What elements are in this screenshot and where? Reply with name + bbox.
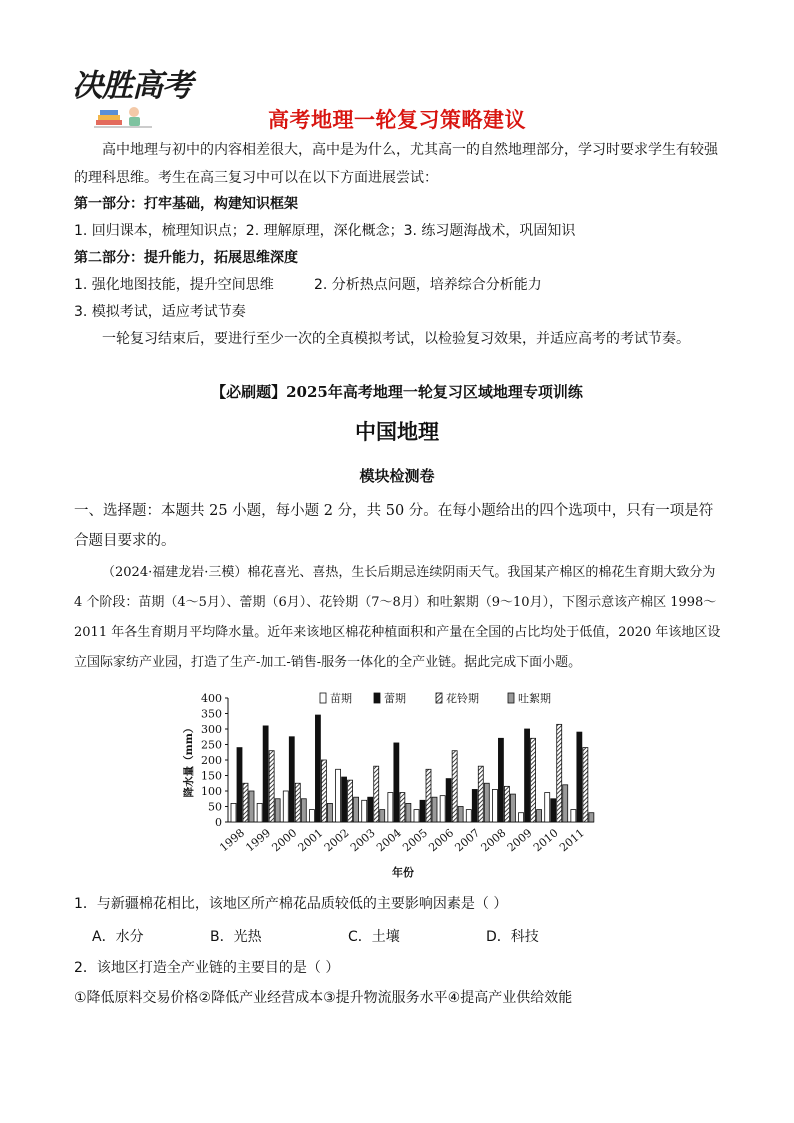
bar-蕾期-2003 bbox=[368, 797, 373, 822]
bar-苗期-2001 bbox=[309, 810, 314, 822]
x-tick-label: 2011 bbox=[557, 826, 587, 855]
subject-title: 中国地理 bbox=[355, 419, 439, 444]
bar-吐絮期-2005 bbox=[432, 797, 437, 822]
logo-text: 决胜高考 bbox=[72, 68, 192, 104]
legend-swatch-花铃期 bbox=[436, 693, 442, 703]
y-tick-label: 100 bbox=[201, 785, 222, 798]
bar-花铃期-1999 bbox=[269, 751, 274, 822]
bar-花铃期-2007 bbox=[478, 766, 483, 822]
bar-苗期-2010 bbox=[545, 793, 550, 822]
closing-paragraph: 一轮复习结束后，要进行至少一次的全真模拟考试，以检验复习效果，并适应高考的考试节奏。 bbox=[102, 331, 690, 347]
bar-苗期-2011 bbox=[571, 810, 576, 822]
bar-蕾期-2008 bbox=[498, 738, 503, 822]
x-tick-label: 2002 bbox=[321, 826, 352, 855]
question-1-option-d[interactable]: D．科技 bbox=[486, 929, 539, 945]
x-tick-label: 2009 bbox=[504, 826, 535, 855]
y-tick-label: 150 bbox=[201, 769, 222, 783]
x-tick-label: 1999 bbox=[243, 826, 274, 855]
y-tick-label: 250 bbox=[201, 738, 222, 752]
y-tick-label: 400 bbox=[201, 692, 222, 705]
y-tick-label: 0 bbox=[215, 816, 222, 829]
bar-吐絮期-2009 bbox=[537, 810, 542, 822]
question-intro: （2024·福建龙岩·三模）棉花喜光、喜热，生长后期忌连续阴雨天气。我国某产棉区的棉花生育期大致分为 4 个阶段：苗期（4～5月）、蕾期（6月）、花铃期（7～8月）和吐絮期（9～10月），下图示意该产棉区 1998～2011 年各生育期月平均降水量。近年来该地区棉花种植面积和产量在全国的占比均处于低值，2020 年该地区设立国际家纺产业园，打造了生产-加工-销售-服务一体化的全产业链。据此完成下面小题。 bbox=[74, 565, 721, 670]
bar-苗期-2000 bbox=[283, 791, 288, 822]
y-tick-label: 350 bbox=[201, 707, 222, 721]
bar-花铃期-2001 bbox=[321, 760, 326, 822]
bar-吐絮期-2006 bbox=[458, 807, 463, 823]
bar-花铃期-2008 bbox=[504, 786, 509, 822]
x-tick-label: 2006 bbox=[426, 826, 457, 855]
x-tick-label: 2005 bbox=[400, 826, 430, 855]
part1-heading: 第一部分：打牢基础，构建知识框架 bbox=[74, 196, 298, 212]
x-tick-label: 2010 bbox=[530, 826, 561, 855]
bar-花铃期-2009 bbox=[531, 738, 536, 822]
bar-蕾期-2007 bbox=[472, 789, 477, 822]
bar-蕾期-2000 bbox=[289, 737, 294, 822]
bar-吐絮期-1999 bbox=[275, 799, 280, 822]
bar-花铃期-2006 bbox=[452, 751, 457, 822]
x-tick-label: 2001 bbox=[295, 826, 326, 855]
part2-item3: 3. 模拟考试，适应考试节奏 bbox=[74, 304, 246, 320]
x-tick-label: 2008 bbox=[478, 826, 509, 855]
part1-items: 1. 回归课本，梳理知识点；2. 理解原理，深化概念；3. 练习题海战术，巩固知识 bbox=[74, 223, 576, 239]
question-1-option-c[interactable]: C．土壤 bbox=[348, 929, 400, 945]
part2-item1: 1. 强化地图技能，提升空间思维 bbox=[74, 277, 274, 293]
question-1-option-b[interactable]: B．光热 bbox=[210, 929, 262, 945]
bar-吐絮期-2000 bbox=[301, 799, 306, 822]
bar-苗期-2002 bbox=[336, 769, 341, 822]
bar-花铃期-2011 bbox=[583, 748, 588, 822]
legend-label-花铃期: 花铃期 bbox=[446, 692, 479, 705]
legend-label-蕾期: 蕾期 bbox=[384, 692, 406, 705]
part2-item2: 2. 分析热点问题，培养综合分析能力 bbox=[314, 277, 542, 293]
bar-吐絮期-2002 bbox=[354, 797, 359, 822]
bar-花铃期-2002 bbox=[348, 780, 353, 822]
part2-heading: 第二部分：提升能力，拓展思维深度 bbox=[74, 250, 298, 266]
y-axis-label: 降水量（mm） bbox=[183, 722, 195, 798]
x-tick-label: 2007 bbox=[452, 826, 483, 855]
bar-苗期-2008 bbox=[492, 789, 497, 822]
section-instructions: 一、选择题：本题共 25 小题，每小题 2 分，共 50 分。在每小题给出的四个选项中，只有一项是符合题目要求的。 bbox=[74, 503, 714, 549]
bar-苗期-2009 bbox=[519, 813, 524, 822]
legend-swatch-苗期 bbox=[320, 693, 326, 703]
bar-蕾期-2002 bbox=[342, 777, 347, 822]
bar-吐絮期-2001 bbox=[327, 803, 332, 822]
intro-paragraph: 高中地理与初中的内容相差很大，高中是为什么，尤其高一的自然地理部分，学习时要求学生有较强的理科思维。考生在高三复习中可以在以下方面进展尝试： bbox=[74, 142, 718, 186]
x-tick-label: 2000 bbox=[269, 826, 300, 855]
bar-苗期-2003 bbox=[362, 800, 367, 822]
precipitation-chart bbox=[172, 686, 612, 886]
x-tick-label: 1998 bbox=[217, 826, 247, 855]
x-tick-label: 2004 bbox=[374, 826, 404, 855]
x-tick-label: 2003 bbox=[347, 826, 378, 855]
bar-蕾期-2001 bbox=[315, 715, 320, 822]
bar-吐絮期-1998 bbox=[249, 791, 254, 822]
x-axis-label: 年份 bbox=[392, 866, 414, 879]
bar-蕾期-2011 bbox=[577, 732, 582, 822]
bar-花铃期-2003 bbox=[374, 766, 379, 822]
bar-蕾期-2005 bbox=[420, 800, 425, 822]
bar-吐絮期-2011 bbox=[589, 813, 594, 822]
question-1-stem: 1．与新疆棉花相比，该地区所产棉花品质较低的主要影响因素是（ ） bbox=[74, 896, 508, 912]
bar-蕾期-1999 bbox=[263, 726, 268, 822]
legend-label-吐絮期: 吐絮期 bbox=[518, 692, 551, 705]
legend-label-苗期: 苗期 bbox=[330, 692, 352, 705]
bar-吐絮期-2007 bbox=[484, 783, 489, 822]
y-tick-label: 200 bbox=[201, 754, 222, 767]
bar-苗期-2004 bbox=[388, 793, 393, 822]
question-1-option-a[interactable]: A．水分 bbox=[92, 929, 144, 945]
bar-蕾期-1998 bbox=[237, 748, 242, 822]
page-title: 高考地理一轮复习策略建议 bbox=[268, 108, 526, 132]
bar-吐絮期-2008 bbox=[510, 794, 515, 822]
y-tick-label: 300 bbox=[201, 723, 222, 736]
bar-苗期-2006 bbox=[440, 796, 445, 822]
bar-蕾期-2010 bbox=[551, 799, 556, 822]
bar-花铃期-1998 bbox=[243, 783, 248, 822]
question-2-choices: ①降低原料交易价格②降低产业经营成本③提升物流服务水平④提高产业供给效能 bbox=[74, 990, 573, 1006]
bar-花铃期-2010 bbox=[557, 724, 562, 822]
legend-swatch-蕾期 bbox=[374, 693, 380, 703]
exam-title: 【必刷题】2025年高考地理一轮复习区域地理专项训练 bbox=[211, 383, 583, 401]
bar-苗期-2005 bbox=[414, 810, 419, 822]
bar-花铃期-2004 bbox=[400, 793, 405, 822]
bar-苗期-1998 bbox=[231, 803, 236, 822]
bar-吐絮期-2004 bbox=[406, 803, 411, 822]
bar-蕾期-2009 bbox=[525, 729, 530, 822]
bar-吐絮期-2003 bbox=[380, 810, 385, 822]
module-title: 模块检测卷 bbox=[359, 467, 435, 485]
legend-swatch-吐絮期 bbox=[508, 693, 514, 703]
bar-苗期-1999 bbox=[257, 803, 262, 822]
question-2-stem: 2．该地区打造全产业链的主要目的是（ ） bbox=[74, 960, 340, 976]
bar-蕾期-2006 bbox=[446, 779, 451, 822]
bar-蕾期-2004 bbox=[394, 743, 399, 822]
bar-吐絮期-2010 bbox=[563, 785, 568, 822]
bar-苗期-2007 bbox=[466, 810, 471, 822]
bar-花铃期-2005 bbox=[426, 769, 431, 822]
y-tick-label: 50 bbox=[208, 800, 222, 814]
bar-花铃期-2000 bbox=[295, 783, 300, 822]
